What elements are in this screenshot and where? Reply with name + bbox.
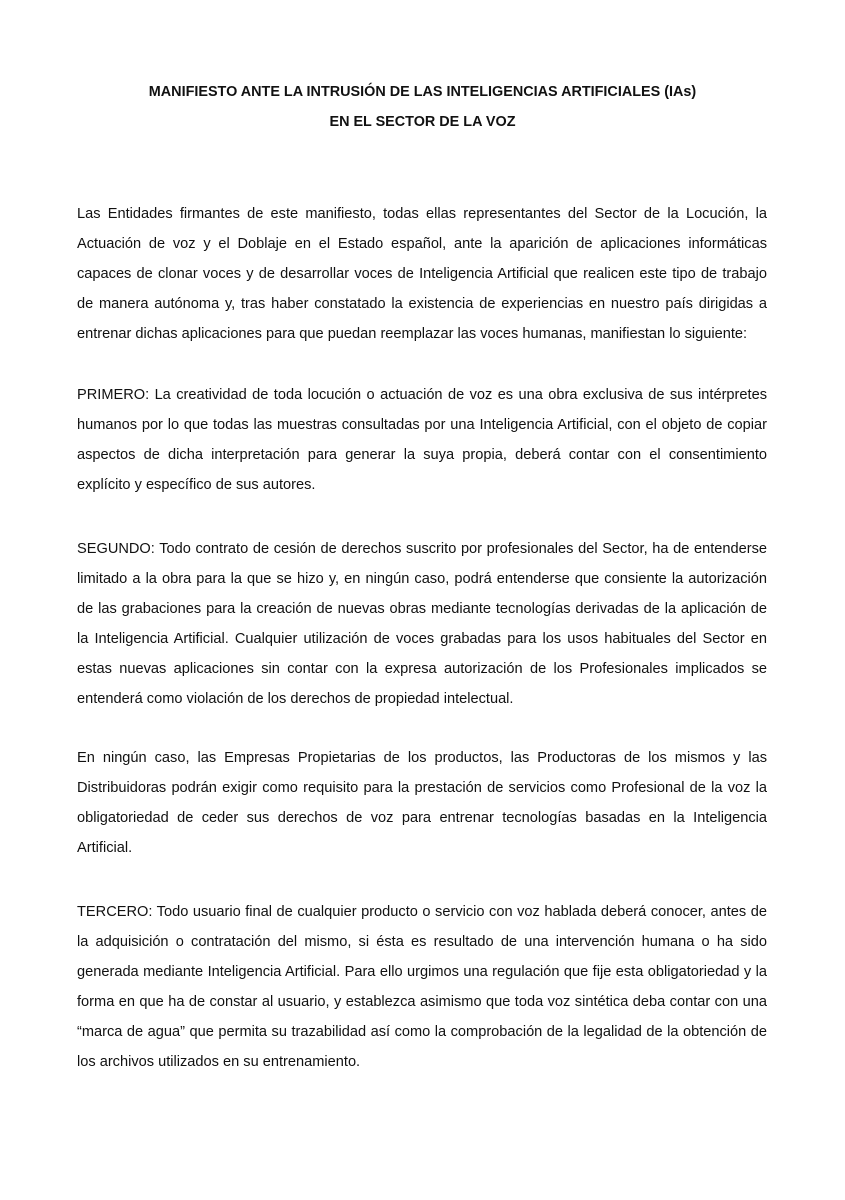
title-line-2: EN EL SECTOR DE LA VOZ [329, 114, 516, 130]
paragraph-segundo: SEGUNDO: Todo contrato de cesión de derechos suscrito por profesionales del Sector, ha de entenderse limitado a la obra para la que se hizo y, en ningún caso, podrá entenderse que consiente la autorización de las grabaciones para la creación de nuevas obras mediante tecnologías derivadas de la aplicación de la Inteligencia Artificial. Cualquier utilización de voces grabadas para los usos habituales del Sector en estas nuevas aplicaciones sin contar con la expresa autorización de los Profesionales implicados se entenderá como violación de los derechos de propiedad intelectual. [77, 541, 767, 707]
paragraph-primero: PRIMERO: La creatividad de toda locución o actuación de voz es una obra exclusiva de sus intérpretes humanos por lo que todas las muestras consultadas por una Inteligencia Artificial, con el objeto de copiar aspectos de dicha interpretación para generar la suya propia, deberá contar con el consentimiento explícito y específico de sus autores. [77, 387, 767, 493]
paragraph-intro: Las Entidades firmantes de este manifiesto, todas ellas representantes del Sector de la Locución, la Actuación de voz y el Doblaje en el Estado español, ante la aparición de aplicaciones informáticas capaces de clonar voces y de desarrollar voces de Inteligencia Artificial que realicen este tipo de trabajo de manera autónoma y, tras haber constatado la existencia de experiencias en nuestro país dirigidas a entrenar dichas aplicaciones para que puedan reemplazar las voces humanas, manifiestan lo siguiente: [77, 206, 767, 342]
title-line-1: MANIFIESTO ANTE LA INTRUSIÓN DE LAS INTELIGENCIAS ARTIFICIALES (IAs) [148, 84, 697, 100]
document-title [0, 77, 845, 137]
paragraph-segundo-continuation: En ningún caso, las Empresas Propietarias de los productos, las Productoras de los mismos y las Distribuidoras podrán exigir como requisito para la prestación de servicios como Profesional de la voz la obligatoriedad de ceder sus derechos de voz para entrenar tecnologías basadas en la Inteligencia Artificial. [77, 750, 767, 856]
paragraph-tercero: TERCERO: Todo usuario final de cualquier producto o servicio con voz hablada deberá conocer, antes de la adquisición o contratación del mismo, si ésta es resultado de una intervención humana o ha sido generada mediante Inteligencia Artificial. Para ello urgimos una regulación que fije esta obligatoriedad y la forma en que ha de constar al usuario, y establezca asimismo que toda voz sintética deba contar con una “marca de agua” que permita su trazabilidad así como la comprobación de la legalidad de la obtención de los archivos utilizados en su entrenamiento. [77, 904, 767, 1070]
